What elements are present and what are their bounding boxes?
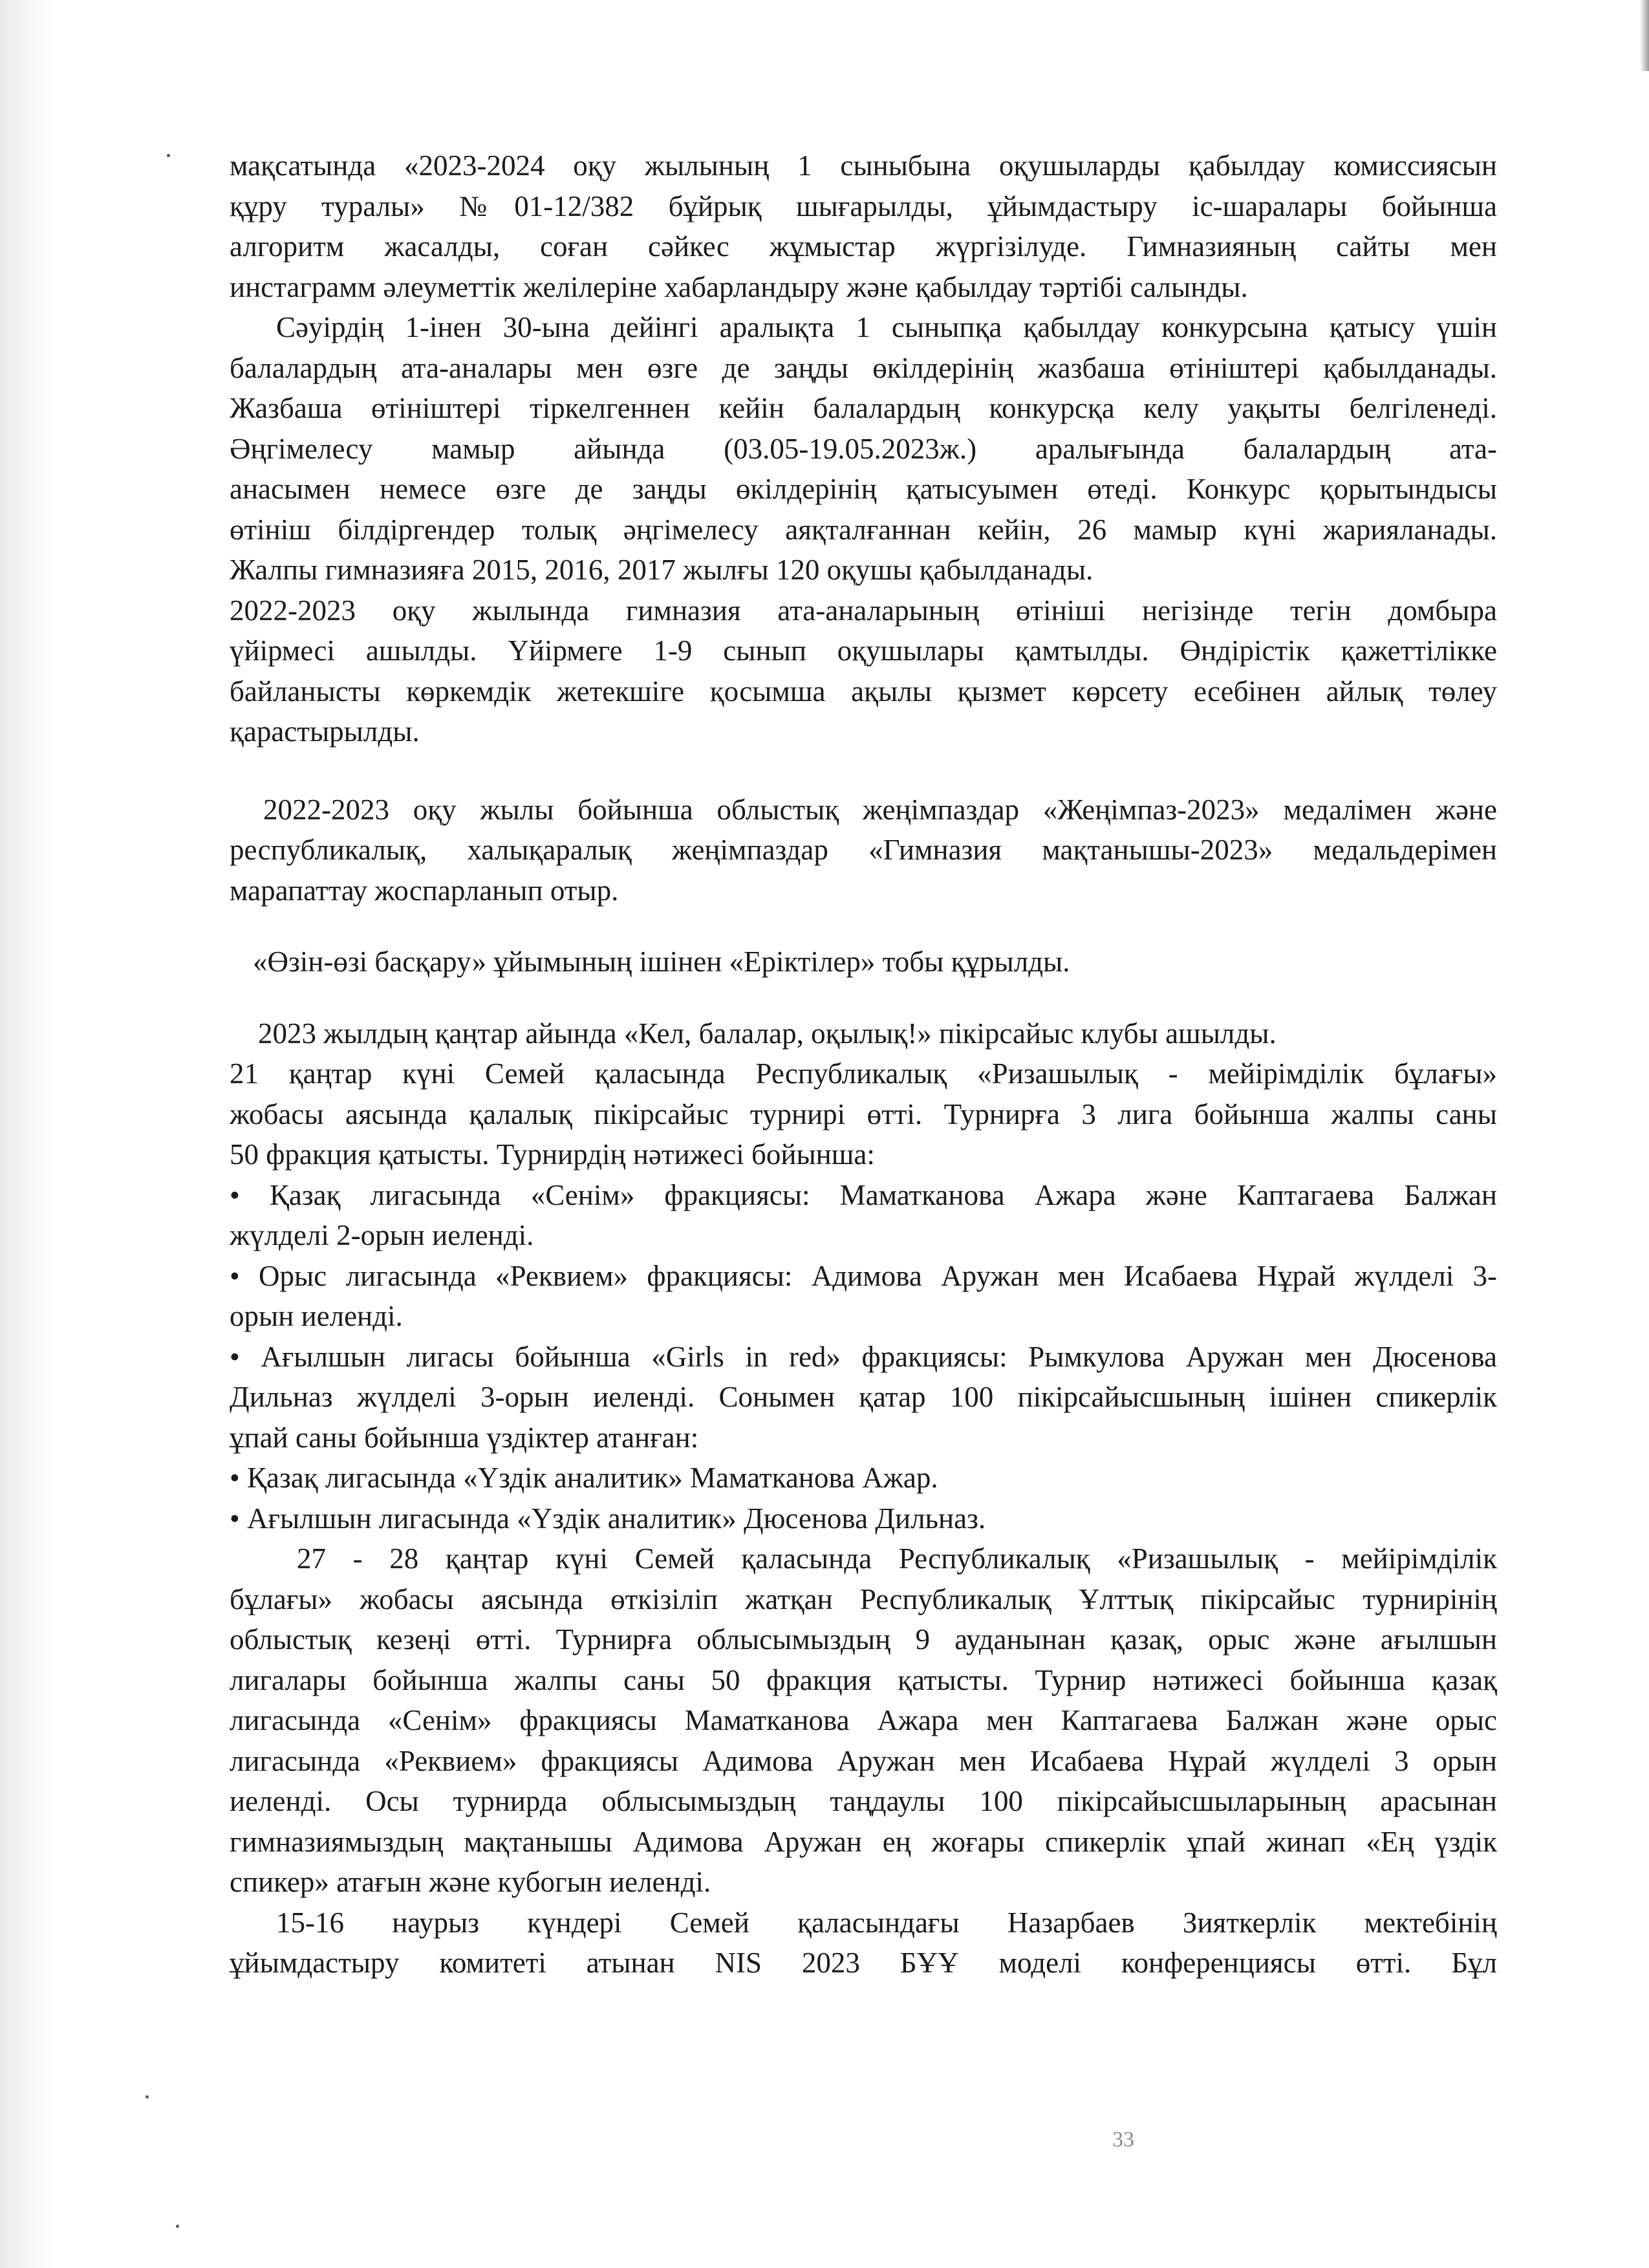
page-number: 33 xyxy=(1112,2128,1134,2152)
text-line: 21 қаңтар күні Семей қаласында Республикалық «Ризашылық - мейірімділік бұлағы» xyxy=(230,1057,1497,1090)
text-line: марапаттау жоспарланып отыр. xyxy=(230,874,619,907)
text-line: 15-16 наурыз күндері Семей қаласындағы Назарбаев Зияткерлік мектебінің xyxy=(276,1906,1497,1939)
scan-edge-right xyxy=(1640,0,1649,71)
text-line: қарастырылды. xyxy=(230,715,420,748)
text-line: Жалпы гимназияға 2015, 2016, 2017 жылғы 120 оқушы қабылданады. xyxy=(230,554,1094,586)
text-line: үйірмесі ашылды. Үйірмеге 1-9 сынып оқушылары қамтылды. Өндірістік қажеттілікке xyxy=(230,634,1497,667)
text-line: балалардың ата-аналары мен өзге де заңды өкілдерінің жазбаша өтініштері қабылданады. xyxy=(230,351,1497,384)
paragraph-volunteers: «Өзін-өзі басқару» ұйымының ішінен «Еріктілер» тобы құрылды. xyxy=(253,945,1070,978)
bullet-russian-league xyxy=(230,1256,1497,1337)
text-line: анасымен немесе өзге де заңды өкілдерінің қатысуымен өтеді. Конкурс қорытындысы xyxy=(230,473,1497,505)
paragraph-medals xyxy=(230,790,1497,911)
paragraph-city-tournament xyxy=(230,1053,1497,1175)
paragraph-debate-club: 2023 жылдың қаңтар айында «Кел, балалар, оқылық!» пікірсайыс клубы ашылды. xyxy=(258,1017,1277,1050)
paragraph-nis-mun xyxy=(230,1903,1497,1983)
text-line: • Орыс лигасында «Реквием» фракциясы: Адимова Аружан мен Исабаева Нұрай жүлделі 3- xyxy=(230,1259,1497,1292)
text-line: мақсатында «2023-2024 оқу жылының 1 сыныбына оқушыларды қабылдау комиссиясын xyxy=(230,149,1497,182)
bullet-kazakh-league xyxy=(230,1175,1497,1256)
text-line: республикалық, халықаралық жеңімпаздар «Гимназия мақтанышы-2023» медальдерімен xyxy=(230,834,1497,866)
text-line: 2022-2023 оқу жылы бойынша облыстық жеңімпаздар «Жеңімпаз-2023» медалімен және xyxy=(263,793,1497,826)
text-line: жүлделі 2-орын иеленді. xyxy=(230,1219,534,1251)
text-line: облыстық кезеңі өтті. Турнирға облысымыздың 9 ауданынан қазақ, орыс және ағылшын xyxy=(230,1623,1497,1656)
text-line: • Ағылшын лигасы бойынша «Girls in red» фракциясы: Рымкулова Аружан мен Дюсенова xyxy=(230,1340,1497,1373)
text-line: гимназиямыздың мақтанышы Адимова Аружан ең жоғары спикерлік ұпай жинап «Ең үздік xyxy=(230,1825,1497,1858)
bullet-english-league xyxy=(230,1337,1497,1458)
paragraph-admission-contest xyxy=(230,307,1497,590)
text-line: Жазбаша өтініштері тіркелгеннен кейін балалардың конкурсқа келу уақыты белгіленеді. xyxy=(230,392,1497,424)
text-line: • Қазақ лигасында «Сенім» фракциясы: Маматканова Ажара және Каптагаева Балжан xyxy=(230,1178,1497,1211)
document-page xyxy=(230,146,1497,1983)
text-line: Әңгімелесу мамыр айында (03.05-19.05.2023ж.) аралығында балалардың ата- xyxy=(230,432,1497,465)
text-line: ұйымдастыру комитеті атынан NIS 2023 БҰҰ моделі конференциясы өтті. Бұл xyxy=(230,1947,1497,1979)
text-line: бұлағы» жобасы аясында өткізіліп жатқан Республикалық Ұлттық пікірсайыс турнирінің xyxy=(230,1582,1497,1615)
text-line: өтініш білдіргендер толық әңгімелесу аяқталғаннан кейін, 26 мамыр күні жарияланады. xyxy=(230,513,1497,546)
text-line: Сәуірдің 1-інен 30-ына дейінгі аралықта 1 сыныпқа қабылдау конкурсына қатысу үшін xyxy=(276,311,1497,343)
text-line: орын иеленді. xyxy=(230,1300,403,1332)
scan-speck xyxy=(167,154,170,157)
scan-edge-left xyxy=(0,0,58,2268)
scan-speck xyxy=(176,2225,179,2228)
text-line: спикер» атағын және кубогын иеленді. xyxy=(230,1866,711,1898)
bullet-best-analyst-english: • Ағылшын лигасында «Үздік аналитик» Дюсенова Дильназ. xyxy=(230,1502,986,1535)
text-line: жобасы аясында қалалық пікірсайыс турнирі өтті. Турнирға 3 лига бойынша жалпы саны xyxy=(230,1097,1497,1130)
paragraph-dombyra-club xyxy=(230,590,1497,752)
text-line: инстаграмм әлеуметтік желілеріне хабарландыру және қабылдау тәртібі салынды. xyxy=(230,270,1248,303)
text-line: құру туралы» №01-12/382 бұйрық шығарылды, ұйымдастыру іс-шаралары бойынша xyxy=(230,189,1497,222)
text-line: ұпай саны бойынша үздіктер атанған: xyxy=(230,1421,699,1454)
text-line: Дильназ жүлделі 3-орын иеленді. Сонымен қатар 100 пікірсайысшының ішінен спикерлік xyxy=(230,1381,1497,1413)
text-line: лигасында «Реквием» фракциясы Адимова Аружан мен Исабаева Нұрай жүлделі 3 орын xyxy=(230,1744,1497,1777)
text-line: лигалары бойынша жалпы саны 50 фракция қатысты. Турнир нәтижесі бойынша қазақ xyxy=(230,1663,1497,1696)
paragraph-admission-order xyxy=(230,146,1497,307)
text-line: 2022-2023 оқу жылында гимназия ата-аналарының өтініші негізінде тегін домбыра xyxy=(230,594,1497,627)
text-line: 27 - 28 қаңтар күні Семей қаласында Республикалық «Ризашылық - мейірімділік xyxy=(297,1542,1497,1575)
text-line: 50 фракция қатысты. Турнирдің нәтижесі бойынша: xyxy=(230,1138,875,1171)
text-line: лигасында «Сенім» фракциясы Маматканова Ажара мен Каптагаева Балжан және орыс xyxy=(230,1704,1497,1736)
scan-speck xyxy=(146,2095,149,2099)
bullet-best-analyst-kazakh: • Қазақ лигасында «Үздік аналитик» Маматканова Ажар. xyxy=(230,1462,938,1494)
text-line: иеленді. Осы турнирда облысымыздың таңдаулы 100 пікірсайысшыларының арасынан xyxy=(230,1785,1497,1817)
paragraph-regional-tournament xyxy=(230,1539,1497,1903)
text-line: алгоритм жасалды, соған сәйкес жұмыстар жүргізілуде. Гимназияның сайты мен xyxy=(230,230,1497,263)
text-line: байланысты көркемдік жетекшіге қосымша ақылы қызмет көрсету есебінен айлық төлеу xyxy=(230,675,1497,707)
